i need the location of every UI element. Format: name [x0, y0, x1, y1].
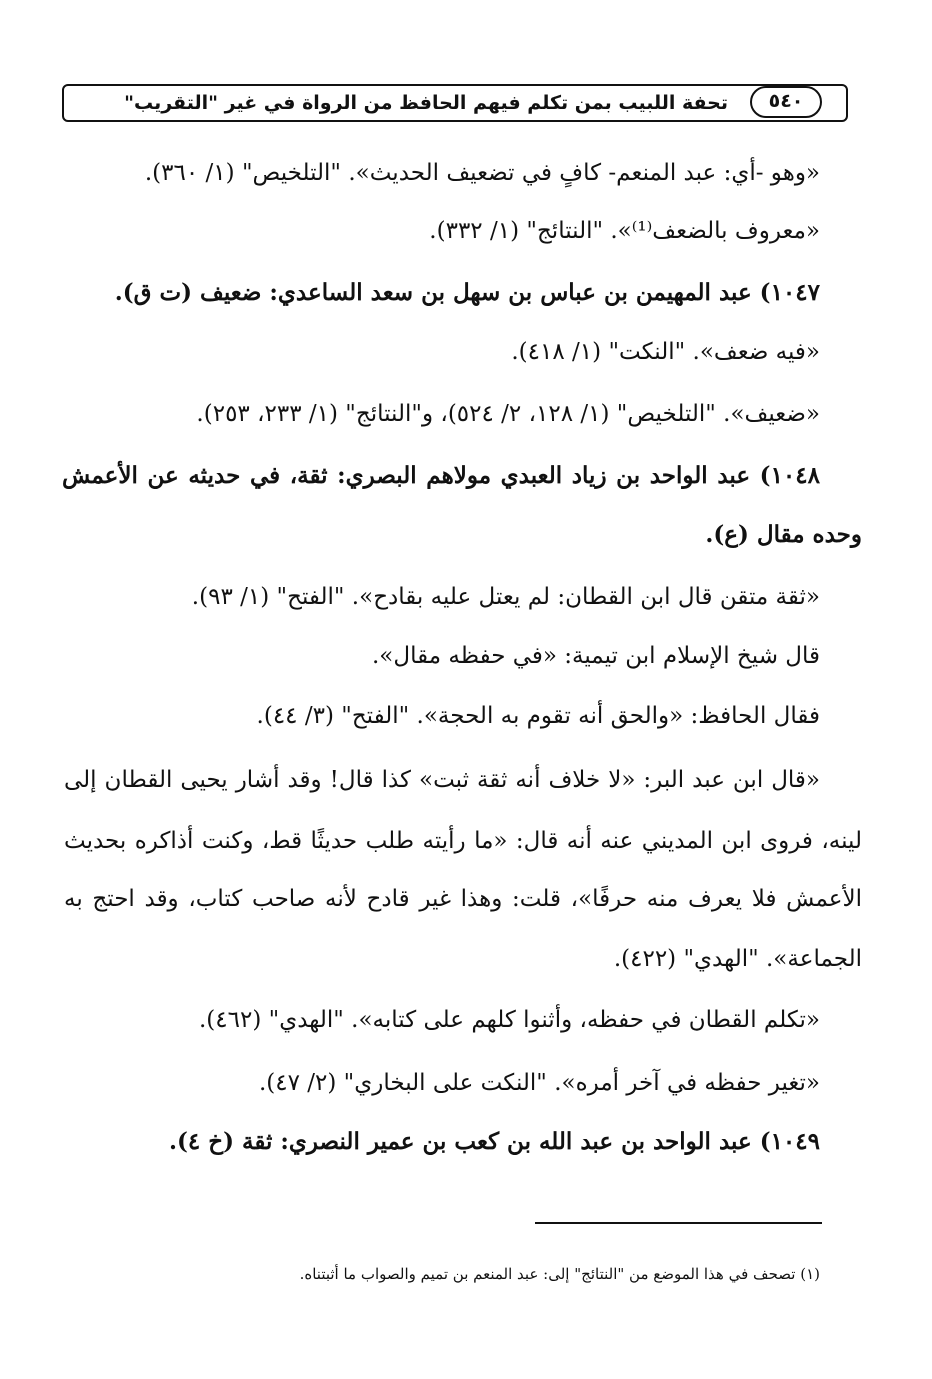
- paragraph-line: الأعمش فلا يعرف منه حرفًا»، قلت: وهذا غير قادح لأنه صاحب كتاب، وقد احتج به: [64, 886, 862, 912]
- quote-line: «فيه ضعف». "النكت" (١/ ٤١٨).: [511, 339, 820, 365]
- entry-heading: ١٠٤٧) عبد المهيمن بن عباس بن سهل بن سعد الساعدي: ضعيف (ت ق).: [114, 279, 820, 306]
- quote-line: «تكلم القطان في حفظه، وأثنوا كلهم على كتابه». "الهدي" (٤٦٢).: [198, 1007, 820, 1033]
- footnote-separator: [535, 1222, 822, 1224]
- quote-line: فقال الحافظ: «والحق أنه تقوم به الحجة». "الفتح" (٣/ ٤٤).: [256, 703, 820, 729]
- quote-line: «معروف بالضعف⁽¹⁾». "النتائج" (١/ ٣٣٢).: [429, 218, 820, 244]
- entry-heading-continued: وحده مقال (ع).: [705, 521, 862, 548]
- running-header-title: تحفة اللبيب بمن تكلم فيهم الحافظ من الرواة في غير "التقريب": [124, 92, 728, 114]
- quote-line: «ثقة متقن قال ابن القطان: لم يعتل عليه بقادح». "الفتح" (١/ ٩٣).: [191, 584, 820, 610]
- quote-line: قال شيخ الإسلام ابن تيمية: «في حفظه مقال».: [372, 643, 820, 669]
- entry-heading: ١٠٤٩) عبد الواحد بن عبد الله بن كعب بن عمير النصري: ثقة (خ ٤).: [169, 1128, 820, 1155]
- paragraph-line: لينه، فروى ابن المديني عنه أنه قال: «ما رأيته طلب حديثًا قط، وكنت أذاكره بحديث: [64, 828, 862, 854]
- footnote: (١) تصحف في هذا الموضع من "النتائج" إلى: عبد المنعم بن تميم والصواب ما أثبتناه.: [299, 1265, 820, 1283]
- quote-line: «ضعيف». "التلخيص" (١/ ١٢٨، ٢/ ٥٢٤)، و"النتائج" (١/ ٢٣٣، ٢٥٣).: [196, 401, 820, 427]
- page-number: ٥٤٠: [750, 86, 822, 118]
- paragraph-line: الجماعة». "الهدي" (٤٢٢).: [613, 946, 862, 972]
- paragraph-line: «قال ابن عبد البر: «لا خلاف أنه ثقة ثبت» كذا قال! وقد أشار يحيى القطان إلى: [64, 767, 820, 793]
- quote-line: «تغير حفظه في آخر أمره». "النكت على البخاري" (٢/ ٤٧).: [258, 1070, 820, 1096]
- entry-heading: ١٠٤٨) عبد الواحد بن زياد العبدي مولاهم البصري: ثقة، في حديثه عن الأعمش: [62, 462, 820, 489]
- quote-line: «وهو -أي: عبد المنعم- كافٍ في تضعيف الحديث». "التلخيص" (١/ ٣٦٠).: [144, 160, 820, 186]
